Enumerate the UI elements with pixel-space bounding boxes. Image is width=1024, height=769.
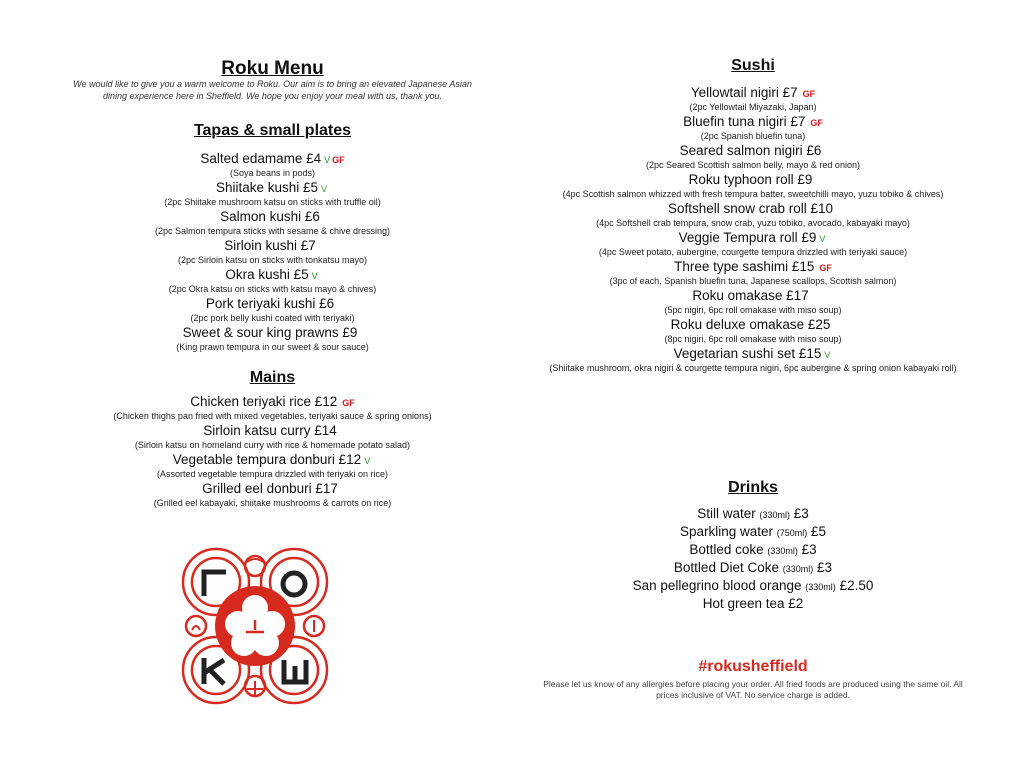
tapas-list [40,150,505,353]
menu-item-name: Bluefin tuna nigiri £7 [683,114,806,129]
menu-item-description: (4pc Softshell crab tempura, snow crab, yuzu tobiko, avocado, kabayaki mayo) [596,218,910,228]
menu-item-name: Roku deluxe omakase £25 [670,317,831,332]
menu-item [40,208,505,237]
sushi-heading: Sushi [731,57,775,74]
menu-item-description: (2pc Sirloin katsu on sticks with tonkatsu mayo) [177,255,368,265]
vegetarian-tag: V [364,456,371,466]
menu-item-description: (Grilled eel kabayaki, shiitake mushrooms & carrots on rice) [153,498,392,508]
menu-item-description: (2pc Salmon tempura sticks with sesame & chive dressing) [154,226,391,236]
menu-item [40,393,505,422]
menu-item [512,287,994,316]
drinks-list [512,505,994,613]
menu-item-name: Chicken teriyaki rice £12 [190,394,338,409]
welcome-text: We would like to give you a warm welcome to Roku. Our aim is to bring an elevated Japanese Asian dining experience here in Sheffield. We hope you enjoy your meal with us, thank you. [73,79,472,101]
allergy-footer: Please let us know of any allergies before placing your order. All fried foods are produced using the same oil. All prices inclusive of VAT. No service charge is added. [543,679,963,700]
menu-item-name: Salted edamame £4 [200,151,322,166]
mains-list [40,393,505,509]
vegetarian-tag: V [324,155,331,165]
menu-item-name: Okra kushi £5 [225,267,309,282]
drink-item: Bottled Diet Coke (330ml) £3 [673,560,833,575]
menu-item-description: (2pc pork belly kushi coated with teriyaki) [190,313,355,323]
page-title: Roku Menu [221,58,324,79]
menu-item [40,295,505,324]
vegetarian-tag: V [819,234,826,244]
menu-item [40,150,505,179]
drinks-heading: Drinks [728,479,778,496]
menu-item-name: Sirloin kushi £7 [224,238,316,253]
menu-item [40,422,505,451]
menu-item-name: Vegetable tempura donburi £12 [172,452,362,467]
menu-item-description: (Assorted vegetable tempura drizzled with teriyaki on rice) [156,469,389,479]
menu-item-name: Seared salmon nigiri £6 [679,143,822,158]
menu-item-name: Shiitake kushi £5 [215,180,319,195]
menu-item-description: (Chicken thighs pan fried with mixed vegetables, teriyaki sauce & spring onions) [113,411,432,421]
gluten-free-tag: GF [802,89,816,99]
menu-item-description: (2pc Spanish bluefin tuna) [700,131,806,141]
menu-item [512,229,994,258]
drink-item: Sparkling water (750ml) £5 [679,524,827,539]
gluten-free-tag: GF [332,155,345,165]
gluten-free-tag: GF [819,263,832,273]
drink-item: Still water (330ml) £3 [697,506,809,521]
menu-item-description: (4pc Sweet potato, aubergine, courgette tempura drizzled with teriyaki sauce) [598,247,908,257]
menu-item-name: Veggie Tempura roll £9 [678,230,817,245]
vegetarian-tag: V [311,271,318,281]
menu-item-name: Salmon kushi £6 [220,209,320,224]
menu-item-name: Sirloin katsu curry £14 [203,423,337,438]
menu-item-description: (Shiitake mushroom, okra nigiri & courgette tempura nigiri, 6pc aubergine & spring onion kabayaki roll) [549,363,957,373]
menu-item [512,142,994,171]
sushi-list [512,84,994,374]
menu-item-description: (3pc of each, Spanish bluefin tuna, Japanese scallops, Scottish salmon) [609,276,897,286]
menu-item [40,324,505,353]
hashtag: #rokusheffield [698,658,808,675]
menu-item-name: Three type sashimi £15 [674,259,815,274]
menu-item-description: (Soya beans in pods) [229,168,316,178]
menu-item [40,179,505,208]
menu-item-description: (8pc nigiri, 6pc roll omakase with miso soup) [664,334,842,344]
menu-item [512,200,994,229]
menu-item [40,266,505,295]
menu-item-name: Roku typhoon roll £9 [688,172,813,187]
menu-item [512,171,994,200]
menu-item-description: (5pc nigiri, 6pc roll omakase with miso soup) [664,305,842,315]
tapas-heading: Tapas & small plates [193,122,352,139]
menu-item-name: Softshell snow crab roll £10 [667,201,834,216]
menu-item-description: (2pc Shiitake mushroom katsu on sticks with truffle oil) [164,197,381,207]
menu-item-description: (2pc Okra katsu on sticks with katsu mayo & chives) [168,284,377,294]
menu-item-description: (Sirloin katsu on homeland curry with rice & homemade potato salad) [134,440,411,450]
menu-item [512,258,994,287]
menu-item-name: Roku omakase £17 [692,288,809,303]
vegetarian-tag: V [321,184,328,194]
drink-item: Bottled coke (330ml) £3 [689,542,817,557]
gluten-free-tag: GF [342,398,355,408]
menu-item [512,84,994,113]
menu-item [512,345,994,374]
gluten-free-tag: GF [810,118,823,128]
menu-item-description: (2pc Seared Scottish salmon belly, mayo & red onion) [646,160,860,170]
drink-item: Hot green tea £2 [702,596,804,611]
menu-item-name: Vegetarian sushi set £15 [673,346,822,361]
menu-item [40,451,505,480]
menu-item-description: (King prawn tempura in our sweet & sour sauce) [176,342,369,352]
menu-item [40,237,505,266]
menu-item-name: Pork teriyaki kushi £6 [205,296,335,311]
mains-heading: Mains [249,369,296,386]
menu-item-name: Yellowtail nigiri £7 [690,85,798,100]
menu-item [40,480,505,509]
menu-item-name: Grilled eel donburi £17 [202,481,338,496]
drink-item: San pellegrino blood orange (330ml) £2.50 [632,578,874,593]
menu-item-description: (2pc Yellowtail Miyazaki, Japan) [689,102,817,112]
menu-item [512,113,994,142]
roku-logo [180,546,330,706]
menu-item-description: (4pc Scottish salmon whizzed with fresh tempura batter, sweetchilli mayo, yuzu tobiko & chives) [562,189,944,199]
menu-item-name: Sweet & sour king prawns £9 [182,325,358,340]
vegetarian-tag: V [824,350,831,360]
menu-item [512,316,994,345]
